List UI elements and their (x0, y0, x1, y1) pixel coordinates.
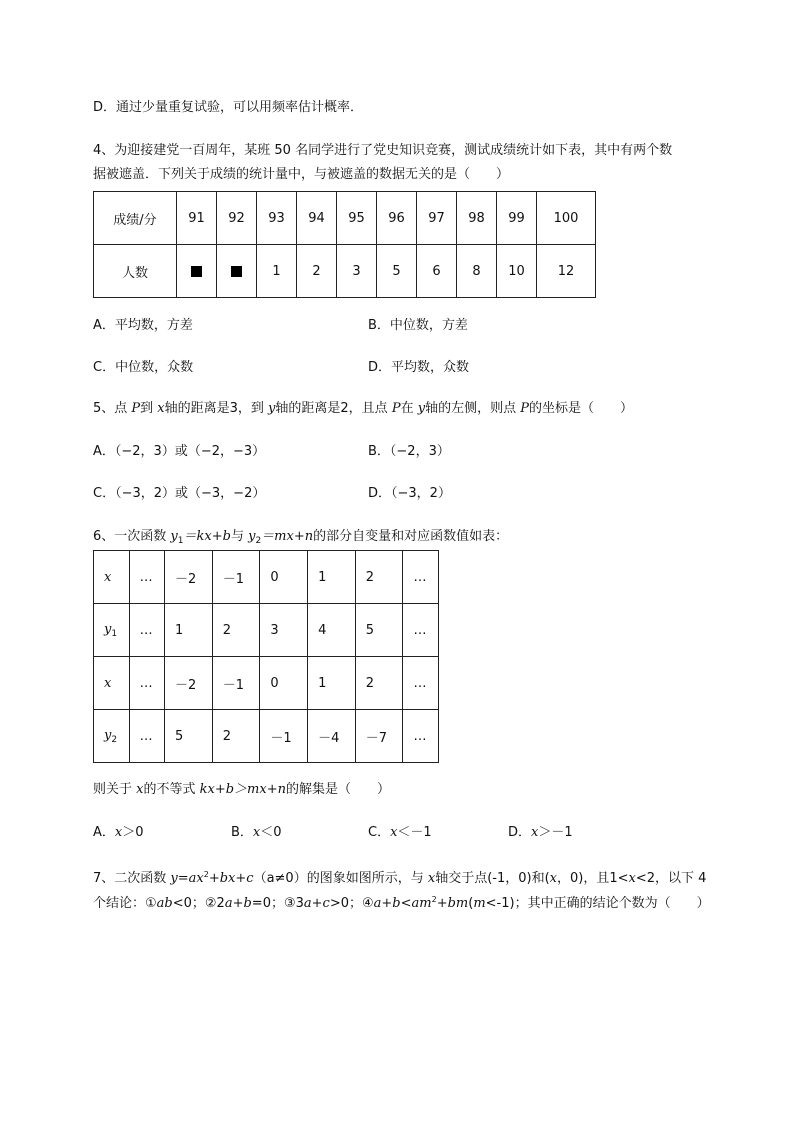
table-cell: … (403, 710, 439, 763)
table-cell: … (129, 604, 164, 657)
black-square-icon (231, 266, 242, 277)
q6-option-a: A．x＞0 (93, 825, 144, 840)
q6-stem: 6、一次函数 $y_1=kx+b$与 $y_2=mx+n$的部分自变量和对应函数值如表： (93, 529, 509, 546)
score-cell: 100 (537, 192, 596, 245)
score-cell: 91 (177, 192, 217, 245)
row-label: x (94, 551, 130, 604)
q6-option-d: D．x＞－1 (508, 825, 573, 840)
score-cell: 93 (257, 192, 297, 245)
count-cell: 1 (257, 245, 297, 298)
table-cell: 5 (355, 604, 403, 657)
score-cell: 97 (417, 192, 457, 245)
score-cell: 98 (457, 192, 497, 245)
score-table (93, 191, 596, 298)
table-cell: －1 (260, 710, 308, 763)
table-cell: 5 (165, 710, 213, 763)
q4-option-b: B．中位数，方差 (368, 318, 468, 333)
table-cell: 1 (308, 551, 356, 604)
q5-stem: 5、点 P到 x轴的距离是3，到 y轴的距离是2，且点 P在 y轴的左侧，则点 P的坐标是（ ） (93, 401, 633, 416)
table-cell: 2 (355, 551, 403, 604)
row-label: $y_1$ (94, 604, 130, 657)
table-cell: 2 (212, 710, 260, 763)
table-row (94, 657, 439, 710)
q4-stem-line1: 4、为迎接建党一百周年，某班 50 名同学进行了党史知识竞赛，测试成绩统计如下表，其中有两个数 (93, 143, 673, 158)
count-cell: 10 (497, 245, 537, 298)
count-cell: 3 (337, 245, 377, 298)
table-cell: 3 (260, 604, 308, 657)
function-value-table (93, 550, 439, 763)
q4-option-a: A．平均数，方差 (93, 318, 193, 333)
q5-option-c: C．（−3，2）或（−3，−2） (93, 486, 266, 501)
covered-cell (177, 245, 217, 298)
table-cell: 0 (260, 551, 308, 604)
table-cell: 0 (260, 657, 308, 710)
table-cell: －2 (165, 551, 213, 604)
q4-option-c: C．中位数，众数 (93, 360, 194, 375)
table-row (94, 551, 439, 604)
q5-option-d: D．（−3，2） (368, 486, 451, 501)
table-cell: … (129, 657, 164, 710)
q5-option-a: A．（−2，3）或（−2，−3） (93, 444, 266, 459)
table-row (94, 192, 596, 245)
table-cell: … (403, 657, 439, 710)
table-cell: 2 (212, 604, 260, 657)
count-cell: 5 (377, 245, 417, 298)
score-cell: 94 (297, 192, 337, 245)
q4-stem-line2: 据被遮盖．下列关于成绩的统计量中，与被遮盖的数据无关的是（ ） (93, 167, 510, 182)
row-label: $y_2$ (94, 710, 130, 763)
row-label: x (94, 657, 130, 710)
table-cell: … (403, 604, 439, 657)
table-row (94, 604, 439, 657)
q6-option-c: C．x＜－1 (368, 825, 432, 840)
count-cell: 8 (457, 245, 497, 298)
score-cell: 95 (337, 192, 377, 245)
table-row (94, 710, 439, 763)
table-cell: －4 (308, 710, 356, 763)
q6-question: 则关于 x的不等式 kx+b＞mx+n的解集是（ ） (93, 782, 390, 797)
table-cell: －7 (355, 710, 403, 763)
q7-stem-line1: 7、二次函数 $y=ax^2+bx+c(a\ne 0)$的图象如图所示，与 x轴交于点(-1，0)和(x，0)，且1<x<2，以下 4 (93, 870, 707, 886)
q7-stem-line2: 个结论：①ab<0；②2a+b=0；③3a+c>0；$④a+b<am^2+bm(m<-1)$；其中正确的结论个数为（ ） (93, 895, 710, 911)
black-square-icon (191, 266, 202, 277)
count-cell: 2 (297, 245, 337, 298)
table-cell: … (129, 710, 164, 763)
table-cell: －2 (165, 657, 213, 710)
score-cell: 92 (217, 192, 257, 245)
table-cell: －1 (212, 657, 260, 710)
score-cell: 96 (377, 192, 417, 245)
table-cell: －1 (212, 551, 260, 604)
count-cell: 6 (417, 245, 457, 298)
table-cell: 1 (165, 604, 213, 657)
table-cell: 4 (308, 604, 356, 657)
table-cell: … (129, 551, 164, 604)
q5-option-b: B．（−2，3） (368, 444, 450, 459)
table-cell: 1 (308, 657, 356, 710)
table-header-cell: 成绩/分 (94, 192, 177, 245)
q3-option-d: D．通过少量重复试验，可以用频率估计概率． (93, 100, 364, 115)
count-cell: 12 (537, 245, 596, 298)
table-cell: 2 (355, 657, 403, 710)
q6-option-b: B．x＜0 (231, 825, 282, 840)
q4-option-d: D．平均数，众数 (368, 360, 470, 375)
covered-cell (217, 245, 257, 298)
score-cell: 99 (497, 192, 537, 245)
table-header-cell: 人数 (94, 245, 177, 298)
table-cell: … (403, 551, 439, 604)
table-row (94, 245, 596, 298)
